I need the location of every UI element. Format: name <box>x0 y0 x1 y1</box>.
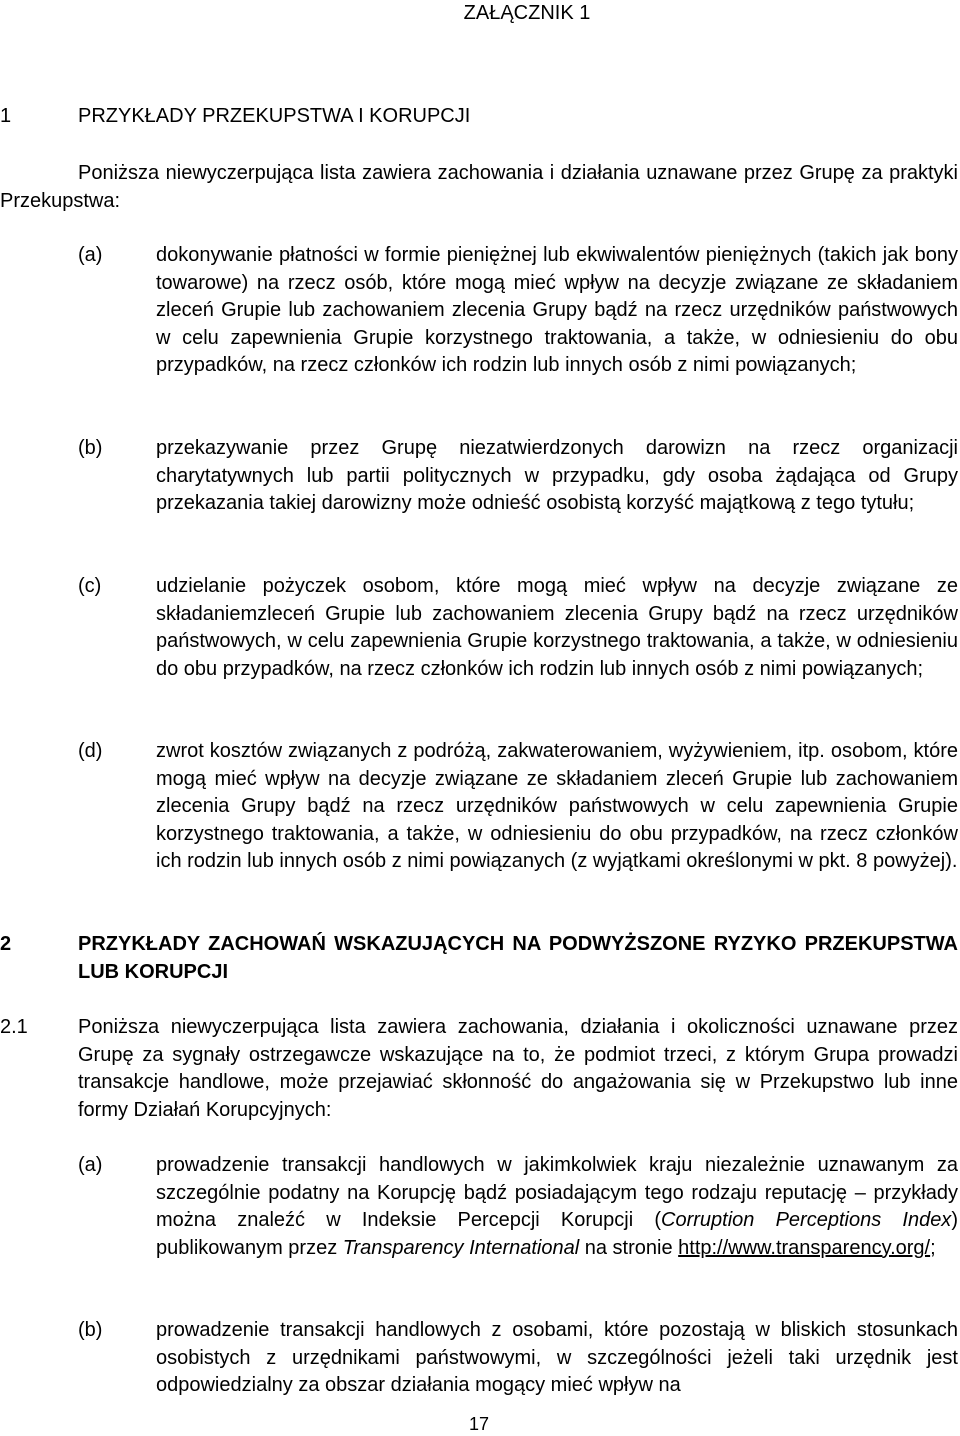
page-number: 17 <box>468 1414 490 1434</box>
transparency-link[interactable]: http://www.transparency.org/ <box>678 1236 931 1259</box>
item-label: (b) <box>78 437 103 459</box>
item-text: udzielanie pożyczek osobom, które mogą mieć wpływ na decyzje związane ze składaniemzleceń Grupie lub zachowaniem zlecenia Grupy bądź na rzecz urzędników państwowych, w celu zapewnienia Grupie korzystnego traktowania, a także, w odniesieniu do obu przypadków, na rzecz członków ich rodzin lub innych osób z nimi powiązanych; <box>156 575 958 680</box>
item-text: dokonywanie płatności w formie pieniężnej lub ekwiwalentów pieniężnych (takich jak bony towarowe) na rzecz osób, które mogą mieć wpływ na decyzje związane ze składaniem zleceń Grupie lub zachowaniem zlecenia Grupy bądź na rzecz urzędników państwowych w celu zapewnienia Grupie korzystnego traktowania, a także, w odniesieniu do obu przypadków, na rzecz członków ich rodzin lub innych osób z nimi powiązanych; <box>156 244 958 377</box>
section-2-1-number: 2.1 <box>0 1016 28 1038</box>
section-2-heading <box>0 931 958 987</box>
item-text: przekazywanie przez Grupę niezatwierdzonych darowizn na rzecz organizacji charytatywnych lub partii politycznych w przypadku, gdy osoba żądająca od Grupy przekazania takiej darowizny może odnieść osobistą korzyść majątkową z tego tytułu; <box>156 437 958 515</box>
item-text-part: na stronie <box>579 1236 679 1259</box>
item-label: (d) <box>78 740 103 762</box>
document-title: ZAŁĄCZNIK 1 <box>463 2 591 24</box>
section-2-1-intro: Poniższa niewyczerpująca lista zawiera zachowania, działania i okoliczności uznawane przez Grupę za sygnały ostrzegawcze wskazujące na to, że podmiot trzeci, z którym Grupa prowadzi transakcje handlowe, może przejawiać skłonność do angażowania się w Przekupstwo lub inne formy Działań Korupcyjnych: <box>78 1016 958 1121</box>
item-text-part: ) publikowanym przez <box>156 1209 958 1259</box>
organization-name: Transparency International <box>342 1236 580 1259</box>
item-text: zwrot kosztów związanych z podróżą, zakwaterowaniem, wyżywieniem, itp. osobom, które mogą mieć wpływ na decyzje związane ze składaniem zleceń Grupie lub zachowaniem zlecenia Grupy bądź na rzecz urzędników państwowych w celu zapewnienia Grupie korzystnego traktowania, a także, w odniesieniu do obu przypadków, na rzecz członków ich rodzin lub innych osób z nimi powiązanych (z wyjątkami określonymi w pkt. 8 powyżej). <box>156 740 958 873</box>
item-label: (b) <box>78 1319 103 1341</box>
item-text-part: ; <box>930 1236 936 1259</box>
index-name: Corruption Perceptions Index <box>661 1209 952 1232</box>
item-text-part: prowadzenie transakcji handlowych w jakimkolwiek kraju niezależnie uznawanym za szczególnie podatny na Korupcję bądź posiadającym tego rodzaju reputację – przykłady można znaleźć w Indeksie Percepcji Korupcji ( <box>156 1154 958 1232</box>
section-1-number: 1 <box>0 105 12 127</box>
section-1-title: PRZYKŁADY PRZEKUPSTWA I KORUPCJI <box>78 105 471 127</box>
section-1-1-intro: Poniższa niewyczerpująca lista zawiera zachowania i działania uznawane przez Grupę za praktyki Przekupstwa: <box>0 162 958 212</box>
section-2-number: 2 <box>0 933 12 955</box>
item-text <box>156 1152 958 1262</box>
item-text: prowadzenie transakcji handlowych z osobami, które pozostają w bliskich stosunkach osobistych z urzędnikami państwowymi, w szczególności jeżeli taki urzędnik jest odpowiedzialny za obszar działania mogący mieć wpływ na <box>156 1319 958 1397</box>
item-label: (a) <box>78 244 103 266</box>
section-2-title: PRZYKŁADY ZACHOWAŃ WSKAZUJĄCYCH NA PODWYŻSZONE RYZYKO PRZEKUPSTWA LUB KORUPCJI <box>78 933 958 983</box>
item-label: (c) <box>78 575 102 597</box>
item-label: (a) <box>78 1154 103 1176</box>
